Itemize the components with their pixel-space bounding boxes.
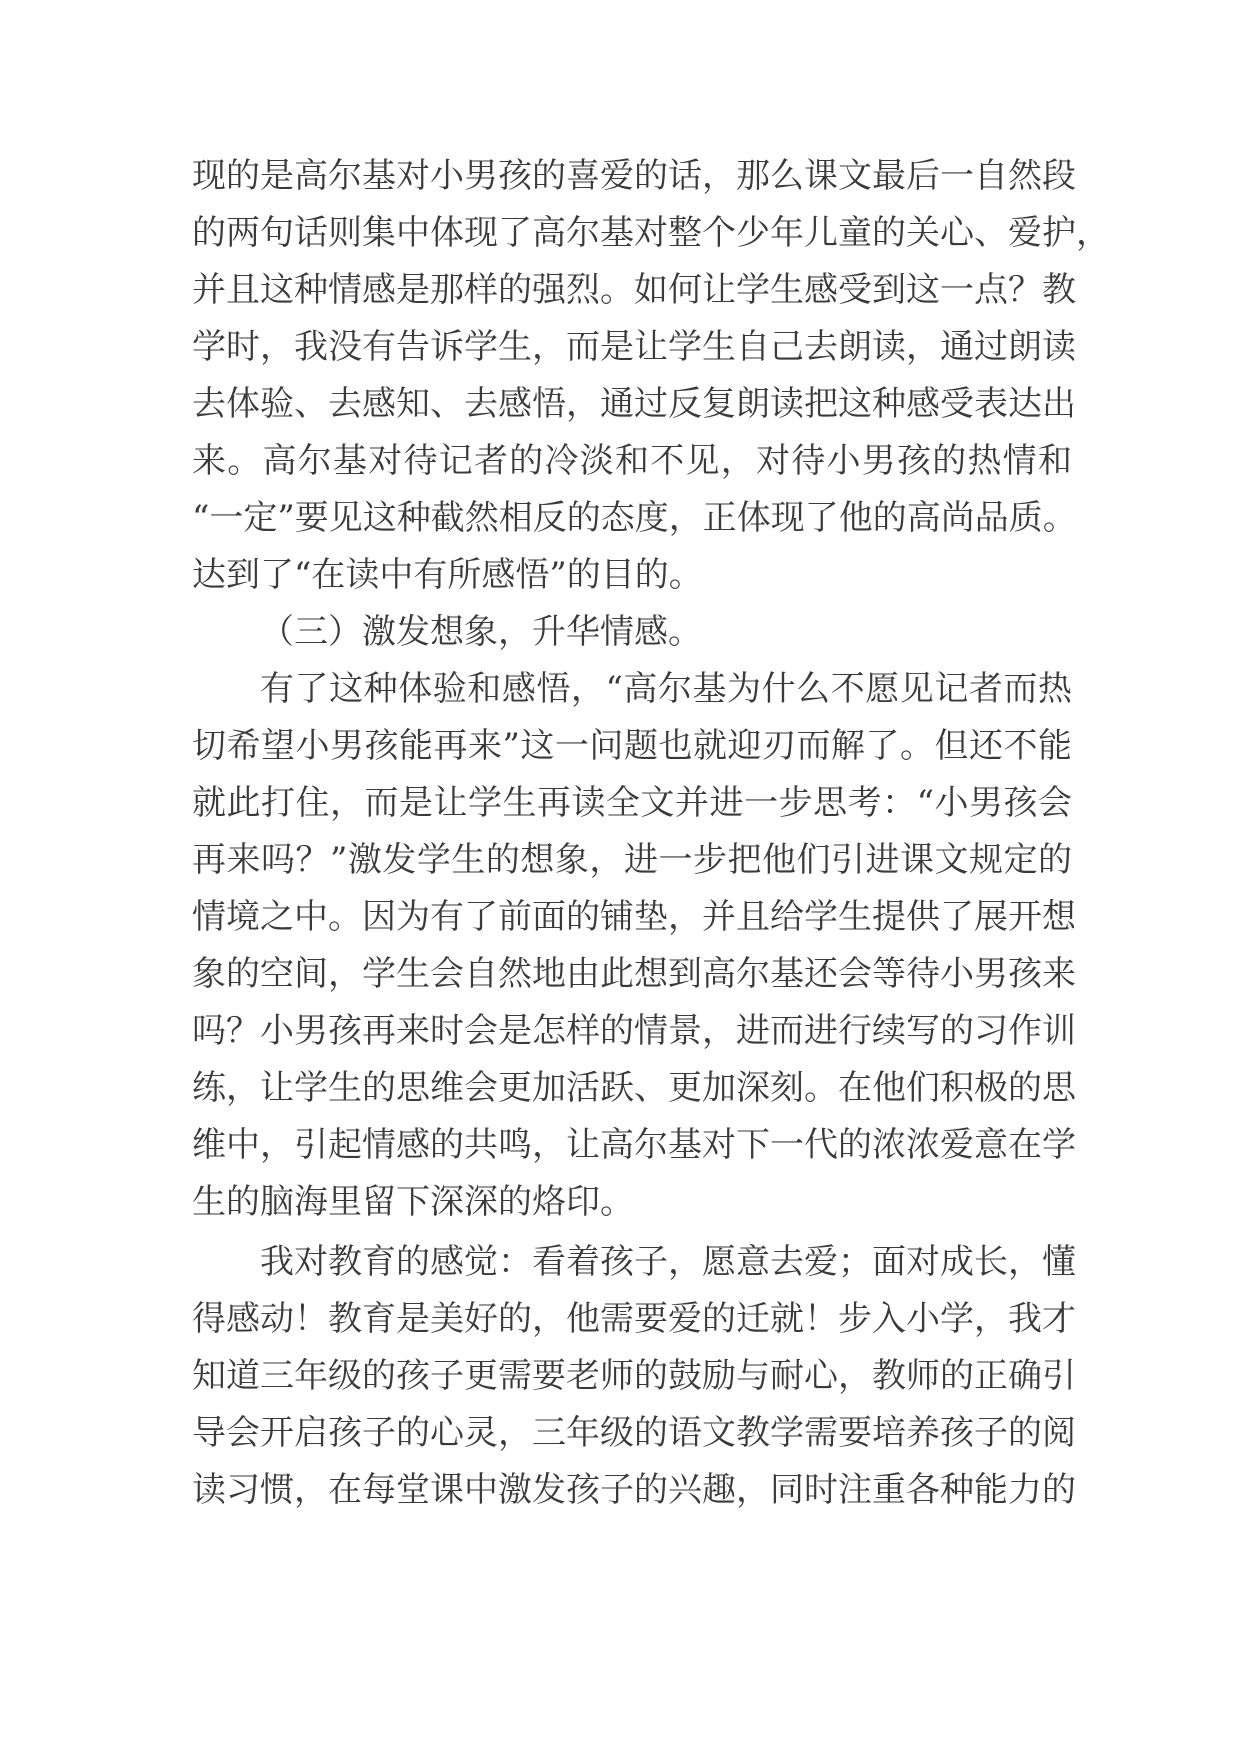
text-line: 去体验、去感知、去感悟，通过反复朗读把这种感受表达出 xyxy=(192,384,1076,424)
text-line: 生的脑海里留下深深的烙印。 xyxy=(192,1182,634,1222)
text-line: 并且这种情感是那样的强烈。如何让学生感受到这一点？教 xyxy=(192,270,1076,310)
text-line: 情境之中。因为有了前面的铺垫，并且给学生提供了展开想 xyxy=(192,897,1076,937)
text-line: “一定”要见这种截然相反的态度，正体现了他的高尚品质。 xyxy=(192,498,1077,538)
text-line: 吗？小男孩再来时会是怎样的情景，进而进行续写的习作训 xyxy=(192,1011,1076,1051)
text-line: 学时，我没有告诉学生，而是让学生自己去朗读，通过朗读 xyxy=(192,327,1076,367)
text-line: 就此打住，而是让学生再读全文并进一步思考：“小男孩会 xyxy=(192,783,1072,823)
text-line: 我对教育的感觉：看着孩子，愿意去爱；面对成长，懂 xyxy=(260,1242,1076,1282)
text-line: 练，让学生的思维会更加活跃、更加深刻。在他们积极的思 xyxy=(192,1068,1076,1108)
text-line: 读习惯，在每堂课中激发孩子的兴趣，同时注重各种能力的 xyxy=(192,1470,1076,1510)
text-line: 的两句话则集中体现了高尔基对整个少年儿童的关心、爱护， xyxy=(192,213,1110,253)
text-line: 现的是高尔基对小男孩的喜爱的话，那么课文最后一自然段 xyxy=(192,156,1076,196)
text-line: 维中，引起情感的共鸣，让高尔基对下一代的浓浓爱意在学 xyxy=(192,1125,1076,1165)
text-line: 达到了“在读中有所感悟”的目的。 xyxy=(192,555,703,595)
text-line: 有了这种体验和感悟，“高尔基为什么不愿见记者而热 xyxy=(260,669,1072,709)
text-line: 来。高尔基对待记者的冷淡和不见，对待小男孩的热情和 xyxy=(192,441,1072,481)
text-line: 知道三年级的孩子更需要老师的鼓励与耐心，教师的正确引 xyxy=(192,1356,1076,1396)
text-line: 再来吗？”激发学生的想象，进一步把他们引进课文规定的 xyxy=(192,840,1072,880)
text-line: 切希望小男孩能再来”这一问题也就迎刃而解了。但还不能 xyxy=(192,726,1072,766)
text-line: 得感动！教育是美好的，他需要爱的迁就！步入小学，我才 xyxy=(192,1299,1076,1339)
text-line: 象的空间，学生会自然地由此想到高尔基还会等待小男孩来 xyxy=(192,954,1076,994)
section-heading: （三）激发想象，升华情感。 xyxy=(260,612,702,652)
text-line: 导会开启孩子的心灵，三年级的语文教学需要培养孩子的阅 xyxy=(192,1413,1076,1453)
